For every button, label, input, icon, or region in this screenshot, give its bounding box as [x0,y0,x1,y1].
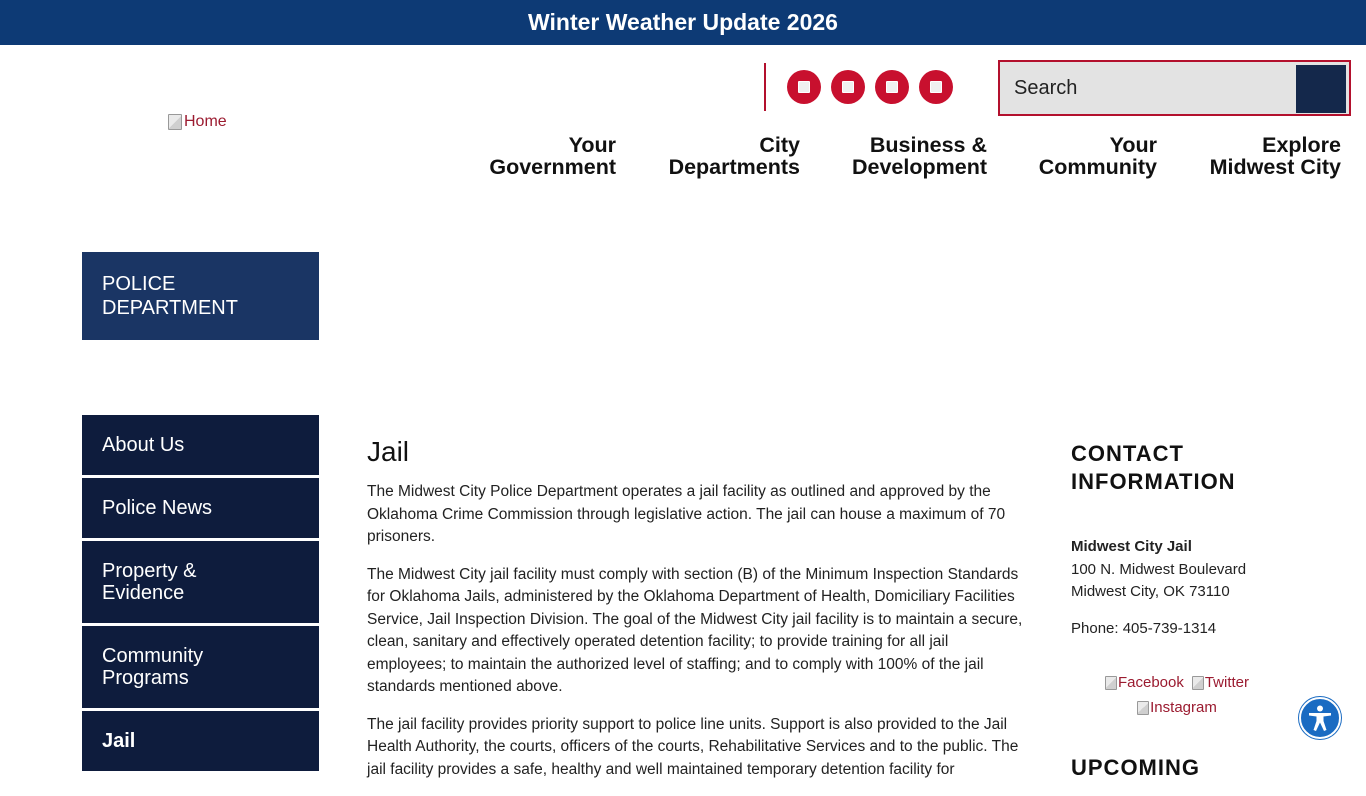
twitter-icon [1192,676,1204,690]
social-icon [930,81,942,93]
paragraph: The Midwest City Police Department operates a jail facility as outlined and approved by the Oklahoma Crime Commission through legislative action. The jail can house a maximum of 70 prisoners. [367,483,1006,545]
sidebar-item-label: Property & Evidence [102,560,197,604]
twitter-label: Twitter [1204,674,1250,691]
contact-information [1071,440,1321,640]
sidebar-item-property-evidence[interactable] [82,541,319,623]
social-icon [886,81,898,93]
bookmark-icon [798,81,810,93]
social-link-2[interactable] [831,70,865,104]
instagram-link[interactable] [1137,697,1217,719]
search-button[interactable] [1296,65,1346,113]
contact-name: Midwest City Jail [1071,538,1192,555]
sidebar-item-label: Community Programs [102,645,204,689]
sidebar-item-jail[interactable] [82,711,319,771]
nav-explore-midwest-city[interactable] [1210,134,1341,178]
search-form [998,60,1351,116]
nav-label-line2: Community [1038,155,1157,179]
nav-label-line1: Explore [1262,133,1341,157]
nav-label-line1: Your [1109,133,1157,157]
social-icon [842,81,854,93]
nav-label-line2: Government [489,155,616,179]
sidebar-item-label: Jail [102,730,136,752]
alert-text[interactable]: Winter Weather Update 2026 [528,9,838,35]
nav-label-line1: City [759,133,800,157]
twitter-link[interactable] [1192,672,1249,694]
search-input[interactable] [1000,62,1295,114]
nav-your-community[interactable] [1039,134,1157,178]
paragraph: The Midwest City jail facility must comply with section (B) of the Minimum Inspection Standards for Oklahoma Jails, administered by the Oklahoma Department of Health, Domiciliary Facilities Service, Jail Inspection Division. The goal of the Midwest City jail facility is to maintain a secure, clean, sanitary and effectively operated detention facility; to provide training for all jail employees; to maintain the authorized level of staffing; and to comply with 100% of the jail standards mentioned above. [367,565,1023,695]
social-link-4[interactable] [919,70,953,104]
nav-label-line1: Business & [869,133,987,157]
section-title-text: POLICE DEPARTMENT [102,273,238,319]
facebook-link[interactable] [1105,672,1184,694]
nav-your-government[interactable] [489,134,616,178]
paragraph: The jail facility provides priority support to police line units. Support is also provided to the Jail Health Authority, the courts, officers of the courts, Rehabilitative Services and to the public. The jail facility provides a safe, healthy and well maintained temporary detention facility for [367,715,1019,778]
contact-social-links [1071,672,1283,722]
nav-business-development[interactable] [852,134,987,178]
instagram-label: Instagram [1150,699,1217,716]
section-title-police-department[interactable] [82,252,319,340]
sidebar-item-label: About Us [102,434,185,456]
sidebar-item-about-us[interactable] [82,415,319,475]
social-link-3[interactable] [875,70,909,104]
nav-label-line2: Departments [668,155,800,179]
sidebar-item-community-programs[interactable] [82,626,319,708]
upcoming-heading: UPCOMING [1071,755,1200,780]
instagram-icon [1137,701,1149,715]
sidebar-item-label: Police News [102,497,213,519]
nav-label-line2: Midwest City [1209,155,1341,179]
contact-address-line1: 100 N. Midwest Boulevard [1071,560,1247,578]
nav-city-departments[interactable] [669,134,800,178]
page-title: Jail [367,436,410,467]
main-content [367,436,1027,796]
alert-bar[interactable] [0,0,1366,45]
facebook-label: Facebook [1117,674,1184,691]
nav-label-line2: Development [851,155,987,179]
sidebar-item-police-news[interactable] [82,478,319,538]
contact-phone: Phone: 405-739-1314 [1071,619,1217,637]
home-logo-link[interactable] [168,113,227,131]
accessibility-icon [1305,703,1335,733]
broken-image-icon [168,114,182,130]
accessibility-button[interactable] [1299,697,1341,739]
contact-heading: CONTACT INFORMATION [1071,441,1236,494]
nav-label-line1: Your [568,133,616,157]
logo-alt-text: Home [184,113,227,130]
social-link-1[interactable] [787,70,821,104]
utility-divider [764,63,766,111]
contact-address-line2: Midwest City, OK 73110 [1071,583,1230,600]
facebook-icon [1105,676,1117,690]
